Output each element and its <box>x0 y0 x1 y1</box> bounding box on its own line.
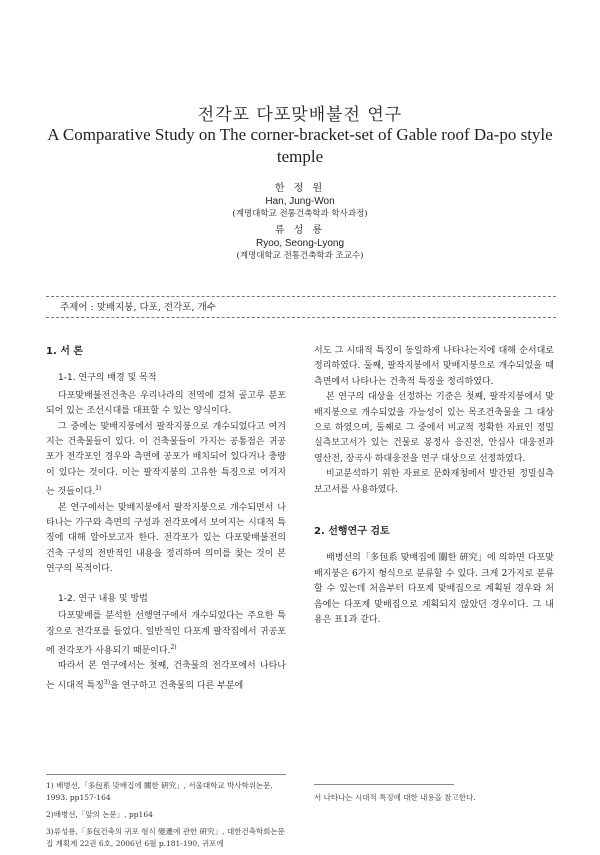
paragraph: 본 연구에서는 맞배지붕에서 팔작지붕으로 개수되면서 나타나는 가구와 측면의 구성과 전각포에서 보여지는 시대적 특징에 대해 알아보고자 한다. 전각포가 있는 다포맞배불전의 건축 구성의 전반적인 내용을 정리하여 의미를 찾는 것이 본 연구의 목적이다. <box>46 502 286 575</box>
author-1 <box>0 182 600 221</box>
title-english: A Comparative Study on The corner-bracket-set of Gable roof Da-po style temple <box>47 125 553 166</box>
footnotes <box>46 780 286 855</box>
section-1-heading: 1. 서 론 <box>46 346 84 357</box>
subsection-1-1-heading: 1-1. 연구의 배경 및 목적 <box>58 373 157 384</box>
footnote-continuation: 서 나타나는 시대적 특징에 대한 내용을 참고한다. <box>314 793 476 802</box>
footnote-item: 3)류성룡,「多包건축의 귀포 형식 變遷에 관한 硏究」, 대한건축학회논문집 계획계 22권 6호, 2006년 6월 p.181-190, 귀포에 <box>46 827 285 848</box>
author-2 <box>0 224 600 263</box>
footnote-item: 2)배병선,「앞의 논문」, pp164 <box>46 810 153 819</box>
footnote-divider <box>46 774 286 775</box>
author-1-name-korean: 한 정 원 <box>274 183 326 194</box>
subsection-1-2-heading: 1-2. 연구 내용 및 방법 <box>58 593 148 604</box>
footnote-divider-right <box>314 784 454 785</box>
paragraph: 서도 그 시대적 특징이 동일하게 나타나는지에 대해 순서대로 정리하였다. 둘째, 팔작지붕에서 맞배지붕으로 개수되었을 때 측면에서 나타나는 건축적 특징을 정리하였다. <box>314 346 554 387</box>
left-column <box>46 344 286 694</box>
author-2-affiliation: (계명대학교 전통건축학과 조교수) <box>236 251 364 261</box>
paragraph: 따라서 본 연구에서는 첫째, 건축물의 전각포에서 나타나는 시대적 특징 <box>46 661 286 691</box>
right-column <box>314 344 554 629</box>
footnote-marker: 3) <box>103 678 111 686</box>
paragraph: 그 중에는 맞배지붕에서 팔작지붕으로 개수되었다고 여겨지는 건축물들이 있다. 이 건축물들이 가지는 공통점은 귀공포가 전각포인 경우와 측면에 공포가 배치되어 있다거나 충량이 있다는 것이다. 이는 팔작지붕의 고유한 특징으로 여겨지는 것들이다.$^{1)}$ <box>46 421 286 498</box>
paragraph: 본 연구의 대상을 선정하는 기준은 첫째, 팔작지붕에서 맞배지붕으로 개수되었을 가능성이 있는 목조건축물을 그 대상으로 하였으며, 둘째로 그 중에서 비교적 정확한 자료인 정밀실측보고서가 있는 건물로 봉정사 응진전, 안심사 대웅전과 영산전, 장곡사 하대웅전을 연구 대상으로 선정하였다. <box>314 392 554 464</box>
footnote-marker: 1) <box>95 485 102 493</box>
section-2-heading: 2. 선행연구 검토 <box>314 526 390 538</box>
author-1-name-english: Han, Jung-Won <box>265 196 335 207</box>
paragraph: 비교분석하기 위한 자료로 문화재청에서 발간된 정밀실측보고서를 사용하였다. <box>314 469 554 495</box>
footnote-marker: 2) <box>170 643 177 651</box>
footnote-item: 1) 배병선,「多包系 맞배집에 關한 硏究」, 서울대학교 박사학위논문, 1993. pp157-164 <box>46 781 273 802</box>
keywords: 주제어 : 맞배지붕, 다포, 전각포, 개수 <box>46 296 556 318</box>
paragraph: 다포맞배불전건축은 우리나라의 전역에 걸쳐 골고루 분포되어 있는 조선시대를 대표할 수 있는 양식이다. <box>46 390 286 417</box>
author-1-affiliation: (계명대학교 전통건축학과 학사과정) <box>232 209 368 219</box>
title-korean: 전각포 다포맞배불전 연구 <box>197 105 403 125</box>
paragraph: 배병선의「多包系 맞배집에 關한 硏究」에 의하면 다포맞배지붕은 6가지 형식으로 분류할 수 있다. 크게 2가지로 분류할 수 있는데 처음부터 다포계 맞배집으로 계획된 경우와 처음에는 다포계 맞배집으로 계획되지 않았던 경우이다. 그 내용은 표1과 같다. <box>314 553 554 626</box>
author-2-name-english: Ryoo, Seong-Lyong <box>255 238 345 249</box>
paragraph: 을 연구하고 건축물의 다른 부분에 <box>110 680 244 691</box>
paragraph: 다포맞배를 분석한 선행연구에서 개수되었다는 주요한 특징으로 전각포를 들었다. 일반적인 다포계 팔작집에서 귀공포에 전각포가 사용되기 때문이다.$^{2)}$ <box>46 611 286 656</box>
author-2-name-korean: 류 성 룡 <box>274 225 326 236</box>
